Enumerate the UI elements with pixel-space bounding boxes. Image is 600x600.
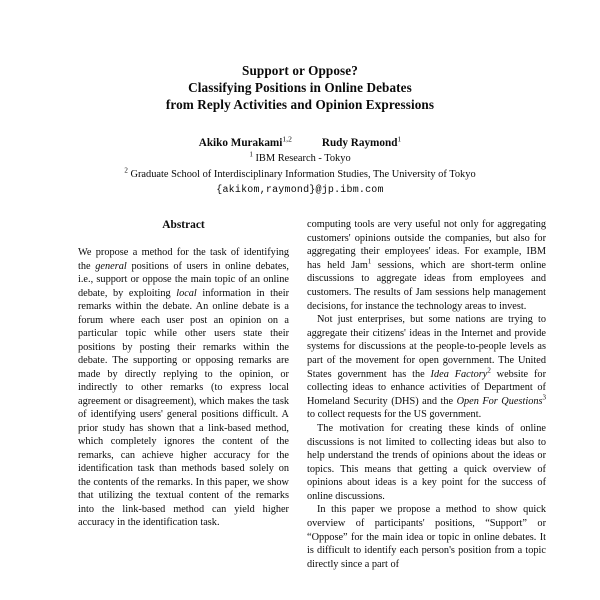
author-2: [321, 133, 402, 149]
author-names-row: [0, 133, 600, 150]
intro-paragraph-1: [307, 218, 546, 313]
intro-paragraph-3: The motivation for creating these kinds of online discussions is not limited to collecting ideas but also to help understand the trends of opinions about the ideas or topics. This means that getting a quick overview of opinions about ideas is a key point for the success of online discussions.: [307, 422, 546, 502]
author-email: {akikom,raymond}@jp.ibm.com: [216, 185, 384, 197]
intro-emphasis-open-for-questions: Open For Questions: [456, 395, 543, 407]
right-column: [307, 218, 546, 571]
author-block: [0, 133, 600, 199]
page-title-line-1: Support or Oppose?: [242, 63, 358, 78]
author-2-affiliation-marker: 1: [397, 133, 402, 143]
intro-emphasis-idea-factory: Idea Factory: [430, 368, 488, 380]
author-1: [198, 133, 292, 149]
footnote-marker-1: 1: [367, 257, 372, 266]
abstract-text-2: positions of users in online debates, i.e., support or oppose the main topic of an online debate, by exploiting: [78, 260, 290, 299]
abstract-paragraph: [78, 246, 289, 530]
abstract-emphasis-general: general: [95, 260, 127, 272]
left-column: [78, 218, 289, 530]
affiliation-1-text: IBM Research - Tokyo: [255, 152, 351, 164]
page-title-line-2: Classifying Positions in Online Debates: [188, 80, 412, 96]
affiliation-2: [0, 168, 600, 182]
intro-paragraph-2: [307, 313, 546, 422]
abstract-heading: Abstract: [162, 219, 205, 231]
affiliation-2-marker: 2: [124, 166, 128, 175]
footnote-marker-2: 2: [487, 366, 491, 375]
author-1-name: Akiko Murakami: [198, 136, 283, 149]
affiliation-1-marker: 1: [249, 150, 253, 159]
author-2-name: Rudy Raymond: [321, 136, 398, 149]
intro-p1-text-2: sessions, which are short-term online discussions to aggregate ideas from employees and customers. The results of Jam sessions help management decisions, for instance the technology areas to invest.: [307, 259, 546, 312]
abstract-text-3: information in their remarks within the debate. An online debate is a forum where each user post an opinion on a particular topic while other users state their positions by posting their remarks within the debate. The supporting or opposing remarks are made by directly replying to the opinion, or indirectly to other remarks (to express local agreement or disagreement), which makes the task of identifying users' general positions difficult. A prior study has shown that a link-based method, which completely ignores the content of the remarks, can achieve higher accuracy for the identification task than methods based solely on the contents of the remarks. In this paper, we show that utilizing the textual content of the remarks into the link-based method can yield higher accuracy in the identification task.: [78, 287, 289, 528]
affiliation-2-text: Graduate School of Interdisciplinary Information Studies, The University of Tokyo: [130, 169, 476, 181]
intro-p2-text-1: Not just enterprises, but some nations are trying to aggregate their citizens' ideas in the Internet and provide systems for discussions at the people-to-people levels as part of the movement for open government. The United States government has the: [307, 314, 546, 380]
abstract-emphasis-local: local: [176, 287, 197, 299]
abstract-text-1: We propose a method for the task of identifying the: [78, 247, 289, 272]
paper-title-block: [0, 0, 600, 114]
intro-paragraph-4: In this paper we propose a method to show quick overview of participants' positions, “Support” or “Oppose” for the main idea or topic in online debates. It is difficult to identify each person's position from a topic directly since a part of: [307, 504, 546, 570]
intro-p2-text-2: website for collecting ideas to enhance activities of Department of Homeland Security (DHS) and the: [307, 368, 547, 407]
page-title-line-3: from Reply Activities and Opinion Expressions: [165, 97, 435, 113]
affiliation-1: [0, 152, 600, 166]
footnote-marker-3: 3: [542, 393, 546, 402]
intro-p2-text-3: to collect requests for the US government.: [307, 409, 482, 421]
author-1-affiliation-marker: 1,2: [282, 133, 292, 143]
intro-p1-text-1: computing tools are very useful not only for aggregating customers' opinions outside the companies, but also for aggregating their employees' ideas. For example, IBM has held Jam: [307, 219, 546, 271]
